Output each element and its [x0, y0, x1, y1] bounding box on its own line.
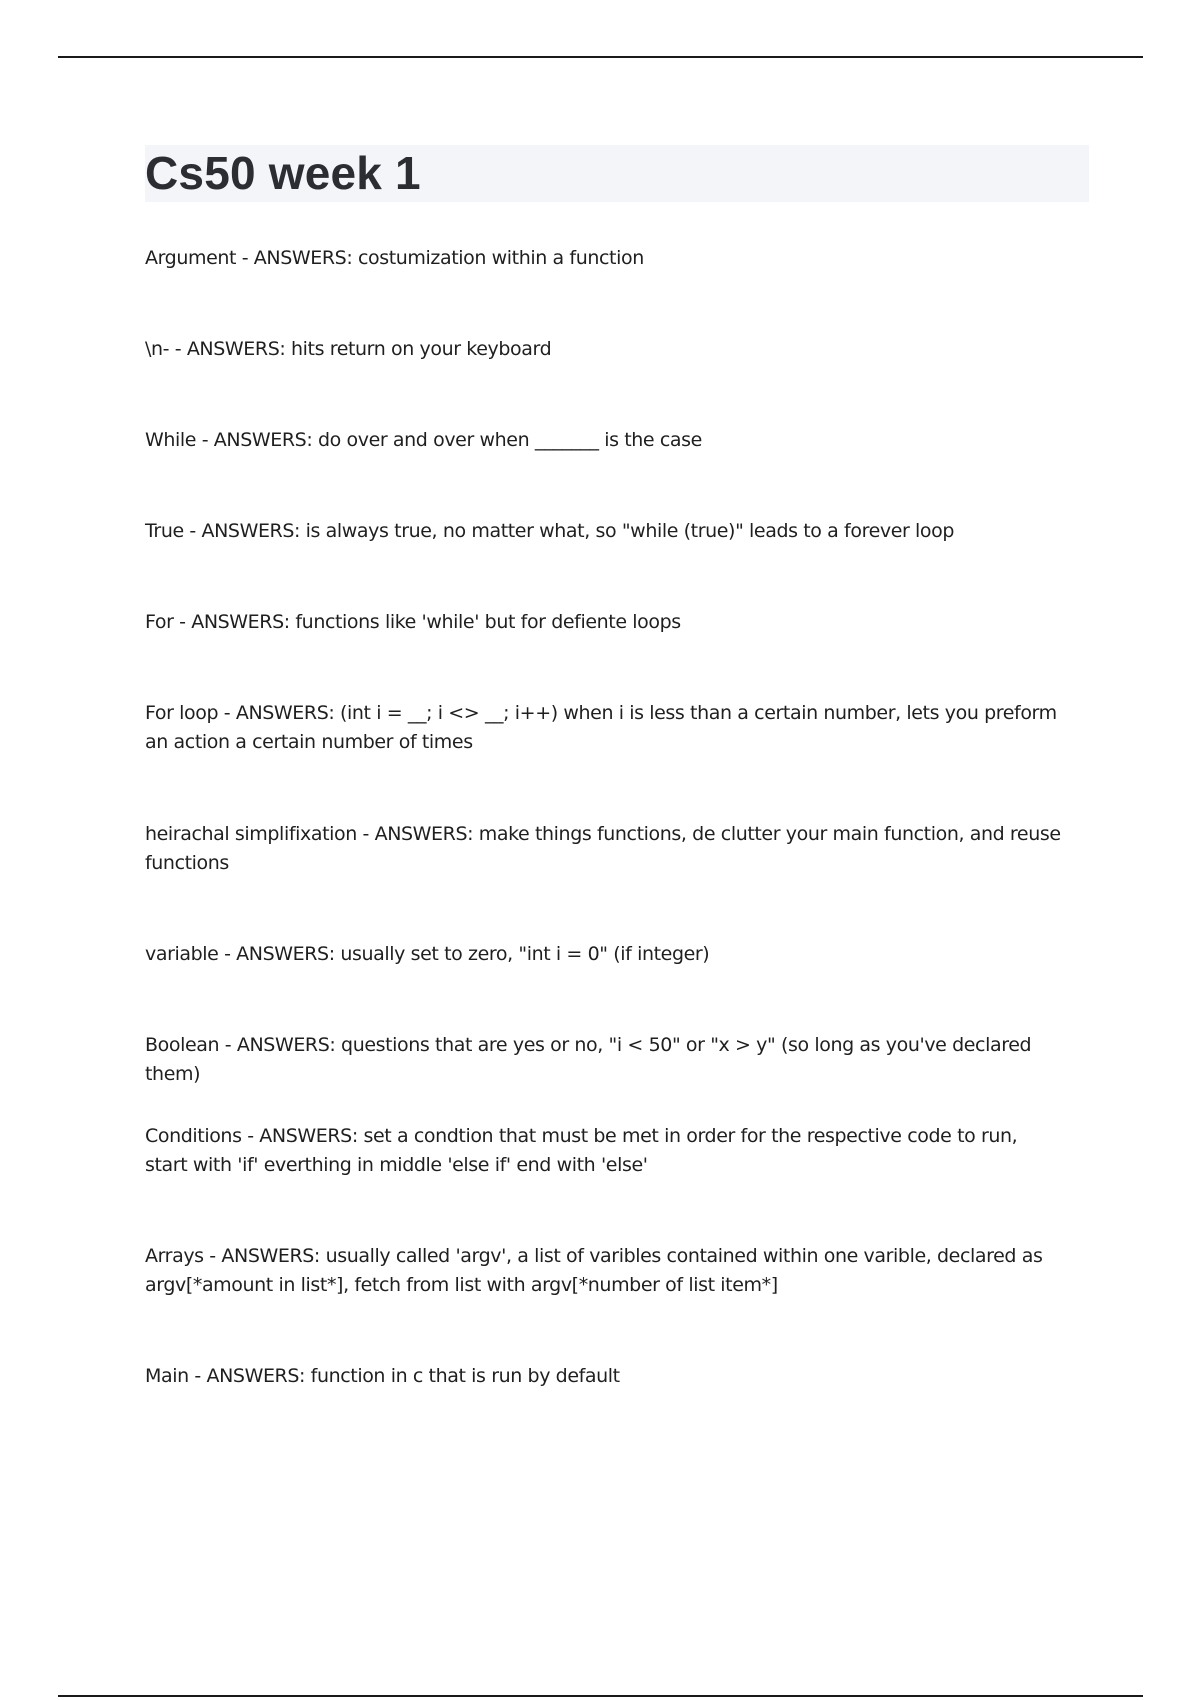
bottom-rule	[58, 1695, 1143, 1697]
top-rule	[58, 56, 1143, 58]
entry-boolean: Boolean - ANSWERS: questions that are yes or no, "i < 50" or "x > y" (so long as you've declared them)	[145, 1034, 1032, 1085]
entry-true: True - ANSWERS: is always true, no matter what, so "while (true)" leads to a forever loop	[145, 520, 955, 542]
entry-hierarchical-simplification: heirachal simplifixation - ANSWERS: make things functions, de clutter your main function, and reuse functions	[145, 823, 1061, 874]
entry-while: While - ANSWERS: do over and over when _______ is the case	[145, 429, 702, 451]
entry-newline: \n- - ANSWERS: hits return on your keyboard	[145, 338, 552, 360]
entry-argument: Argument - ANSWERS: costumization within a function	[145, 247, 644, 269]
document-title: Cs50 week 1	[145, 147, 421, 199]
entry-main: Main - ANSWERS: function in c that is run by default	[145, 1365, 620, 1387]
entry-conditions: Conditions - ANSWERS: set a condtion that must be met in order for the respective code to run, start with 'if' everthing in middle 'else if' end with 'else'	[145, 1125, 1018, 1176]
entry-arrays: Arrays - ANSWERS: usually called 'argv', a list of varibles contained within one varible, declared as argv[*amount in list*], fetch from list with argv[*number of list item*]	[145, 1245, 1043, 1296]
entry-for: For - ANSWERS: functions like 'while' but for defiente loops	[145, 611, 681, 633]
entry-for-loop: For loop - ANSWERS: (int i = __; i <> __; i++) when i is less than a certain number, lets you preform an action a certain number of times	[145, 702, 1057, 753]
entry-variable: variable - ANSWERS: usually set to zero, "int i = 0" (if integer)	[145, 943, 710, 965]
